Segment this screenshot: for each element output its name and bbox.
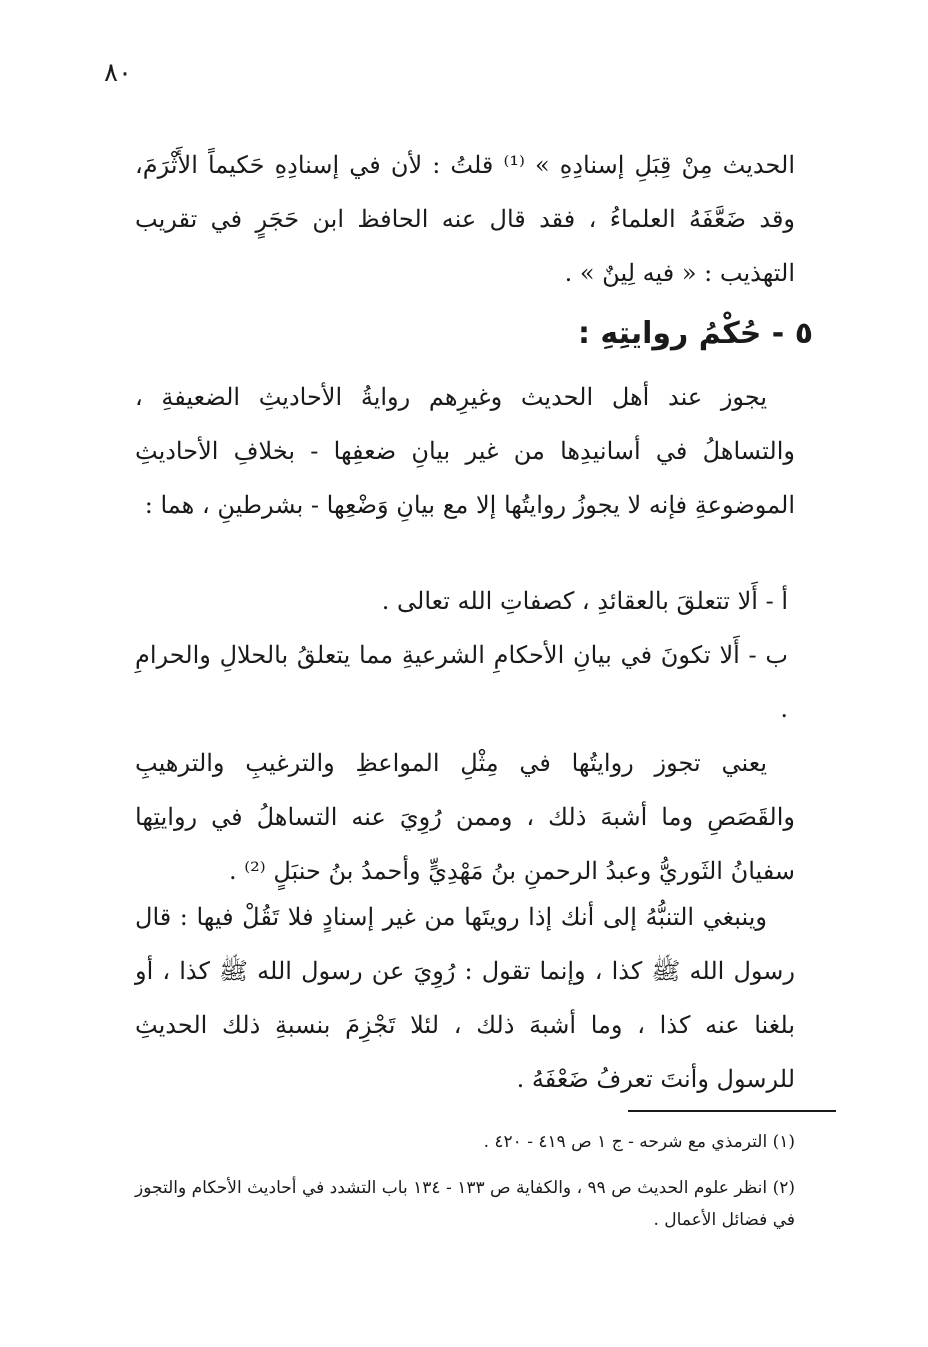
- footnote-1: (١) الترمذي مع شرحه - ج ١ ص ٤١٩ - ٤٢٠ .: [483, 1132, 795, 1152]
- footnote-divider: [628, 1110, 836, 1112]
- paragraph-continued: الحديث مِنْ قِبَلِ إسنادِهِ » ⁽¹⁾ قلتُ : لأن في إسنادِهِ حَكيماً الأَثْرَمَ، وقد ضَعَّفَهُ العلماءُ ، فقد قال عنه الحافظ ابن حَجَرٍ في تقريب التهذيب : « فيه لِينٌ » .: [135, 151, 795, 287]
- paragraph-caution: وينبغي التنبُّهُ إلى أنك إذا رويتَها من غير إسنادٍ فلا تَقُلْ فيها : قال رسول الله ﷺ كذا ، وإنما تقول : رُوِيَ عن رسول الله ﷺ كذا ، أو بلغنا عنه كذا ، وما أشبهَ ذلك ، لئلا تَجْزِمَ بنسبةِ ذلك الحديثِ للرسول وأنتَ تعرفُ ضَعْفَهُ .: [135, 903, 795, 1093]
- paragraph-explanation: يعني تجوز روايتُها في مِثْلِ المواعظِ والترغيبِ والترهيبِ والقَصَصِ وما أشبهَ ذلك ، وممن رُوِيَ عنه التساهلُ في روايتِها سفيانُ الثَوريُّ وعبدُ الرحمنِ بنُ مَهْدِيٍّ وأحمدُ بنُ حنبَلٍ ⁽²⁾ .: [135, 749, 795, 885]
- footnote-2: (٢) انظر علوم الحديث ص ٩٩ ، والكفاية ص ١٣٣ - ١٣٤ باب التشدد في أحاديث الأحكام والتجوز في فضائل الأعمال .: [135, 1178, 795, 1230]
- condition-item-a: أ - أَلا تتعلقَ بالعقائدِ ، كصفاتِ الله تعالى .: [381, 587, 788, 615]
- condition-item-b: ب - أَلا تكونَ في بيانِ الأحكامِ الشرعيةِ مما يتعلقُ بالحلالِ والحرامِ .: [135, 641, 788, 723]
- section-heading: ٥ - حُكْمُ روايتِهِ :: [577, 316, 813, 351]
- page-number: ٨٠: [104, 58, 132, 88]
- paragraph-conditions: يجوز عند أهل الحديث وغيرِهم روايةُ الأحاديثِ الضعيفةِ ، والتساهلُ في أسانيدِها من غير بيانِ ضعفِها - بخلافِ الأحاديثِ الموضوعةِ فإنه لا يجوزُ روايتُها إلا مع بيانِ وَضْعِها - بشرطينِ ، هما :: [135, 383, 795, 519]
